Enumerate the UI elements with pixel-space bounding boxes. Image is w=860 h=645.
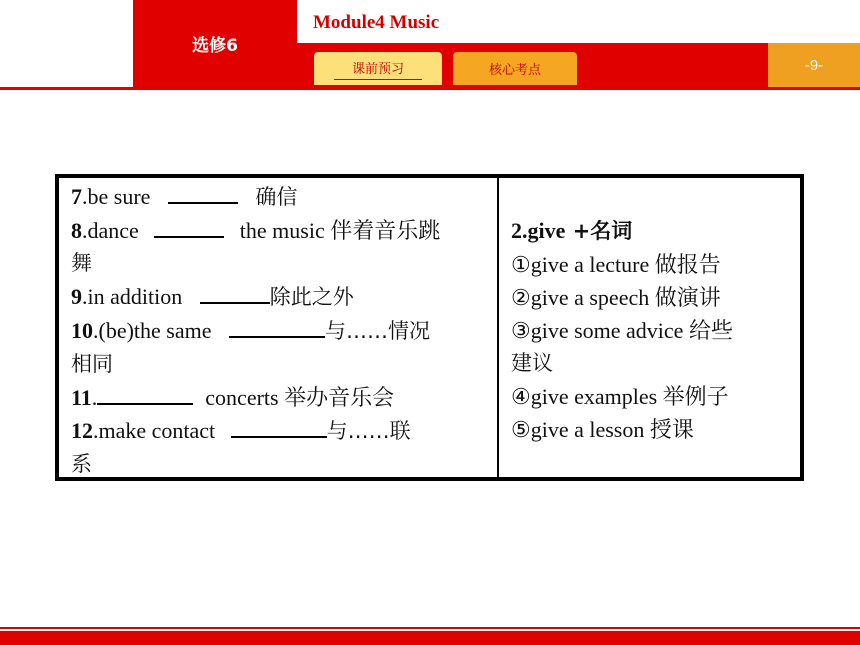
item-text: .dance bbox=[82, 218, 139, 243]
answer-blank[interactable] bbox=[97, 385, 193, 405]
tab-preview-label: 课前预习 bbox=[334, 58, 422, 80]
list-item bbox=[71, 214, 487, 247]
header-left-blank bbox=[0, 0, 133, 87]
item-number: 10 bbox=[71, 318, 93, 343]
page-number: -9- bbox=[768, 43, 860, 87]
tab-preview[interactable] bbox=[314, 52, 442, 85]
list-item bbox=[71, 381, 487, 414]
item-number: 11 bbox=[71, 385, 92, 410]
header-divider bbox=[0, 87, 860, 90]
phrase-item: ①give a lecture 做报告 bbox=[511, 252, 721, 277]
phrase-item: ④give examples 举例子 bbox=[511, 384, 729, 409]
item-number: 7 bbox=[71, 184, 82, 209]
phrase-item-continuation: 建议 bbox=[511, 351, 553, 375]
tab-key-points[interactable] bbox=[453, 52, 577, 85]
footer-divider bbox=[0, 631, 860, 645]
table-left-cell bbox=[59, 178, 499, 477]
list-item-continuation: 系 bbox=[71, 452, 92, 476]
answer-blank[interactable] bbox=[168, 184, 238, 204]
vocab-table bbox=[55, 174, 804, 481]
item-meaning: 除此之外 bbox=[269, 285, 354, 309]
item-text-after: the music 伴着音乐跳 bbox=[239, 218, 441, 243]
item-meaning: 与……联 bbox=[326, 419, 411, 443]
item-text: .in addition bbox=[82, 284, 183, 309]
section-heading bbox=[511, 214, 792, 248]
heading-rest: +名词 bbox=[565, 219, 633, 243]
item-text: . bbox=[91, 385, 98, 410]
list-item bbox=[71, 314, 487, 348]
item-meaning: 与……情况 bbox=[325, 319, 430, 343]
heading-num: 2.give bbox=[511, 218, 566, 243]
phrase-item: ⑤give a lesson 授课 bbox=[511, 417, 694, 442]
list-item bbox=[71, 180, 487, 214]
item-text: .be sure bbox=[82, 184, 151, 209]
table-right-cell bbox=[499, 178, 800, 477]
phrase-item: ③give some advice 给些 bbox=[511, 318, 733, 343]
footer-divider-thin bbox=[0, 627, 860, 629]
item-text: .(be)the same bbox=[93, 318, 212, 343]
item-text-after: concerts 举办音乐会 bbox=[205, 385, 395, 410]
answer-blank[interactable] bbox=[154, 218, 224, 238]
answer-blank[interactable] bbox=[231, 418, 327, 438]
item-meaning: 确信 bbox=[255, 185, 298, 209]
answer-blank[interactable] bbox=[200, 284, 270, 304]
item-number: 12 bbox=[71, 418, 93, 443]
item-number: 9 bbox=[71, 284, 82, 309]
answer-blank[interactable] bbox=[229, 318, 325, 338]
phrase-item: ②give a speech 做演讲 bbox=[511, 285, 721, 310]
module-title: Module4 Music bbox=[313, 12, 440, 33]
list-item-continuation: 相同 bbox=[71, 352, 113, 376]
list-item bbox=[71, 280, 487, 314]
list-item-continuation: 舞 bbox=[71, 251, 92, 275]
book-label: 选修6 bbox=[133, 0, 297, 87]
tab-key-points-label: 核心考点 bbox=[488, 63, 541, 78]
item-text: .make contact bbox=[93, 418, 216, 443]
item-number: 8 bbox=[71, 218, 82, 243]
list-item bbox=[71, 414, 487, 448]
